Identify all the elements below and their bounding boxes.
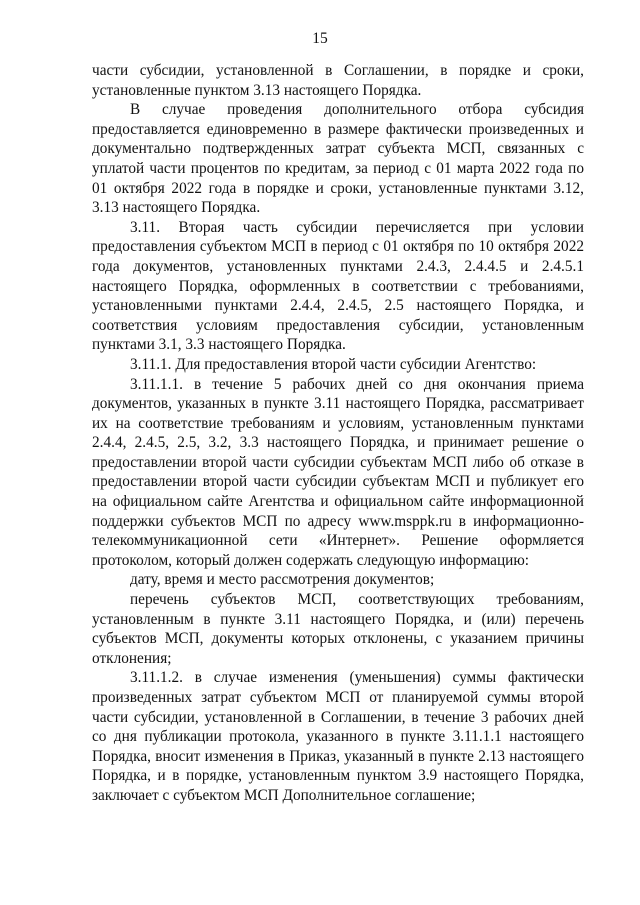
paragraph-3-11-1-2: 3.11.1.2. в случае изменения (уменьшения) суммы фактически произведенных затрат субъектом МСП от планируемой суммы второй части субсидии, установленной в Соглашении, в течение 3 рабочих дней со дня публикации протокола, указанного в пункте 3.11.1.1 настоящего Порядка, вносит изменения в Приказ, указанный в пункте 2.13 настоящего Порядка, и в порядке, установленным пунктом 3.9 настоящего Порядка, заключает с субъектом МСП Дополнительное соглашение; <box>92 669 584 804</box>
paragraph-continuation: части субсидии, установленной в Соглашении, в порядке и сроки, установленные пунктом 3.13 настоящего Порядка. <box>92 62 584 99</box>
paragraph-3-11: 3.11. Вторая часть субсидии перечисляется при условии предоставления субъектом МСП в период с 01 октября по 10 октября 2022 года документов, установленных пунктами 2.4.3, 2.4.4.5 и 2.4.5.1 настоящего Порядка, оформленных в соответствии с требованиями, установленными пунктами 2.4.4, 2.4.5, 2.5 настоящего Порядка, и соответствия условиям предоставления субсидии, установленным пунктами 3.1, 3.3 настоящего Порядка. <box>92 218 584 354</box>
paragraph-additional-selection: В случае проведения дополнительного отбора субсидия предоставляется единовременно в размере фактически произведенных и документально подтвержденных затрат субъекта МСП, связанных с уплатой части процентов по кредитам, за период с 01 марта 2022 года по 01 октября 2022 года в порядке и сроки, установленные пунктами 3.12, 3.13 настоящего Порядка. <box>92 101 584 217</box>
paragraph-protocol-list: перечень субъектов МСП, соответствующих требованиям, установленным в пункте 3.11 настоящего Порядка, и (или) перечень субъектов МСП, документы которых отклонены, с указанием причины отклонения; <box>92 591 584 667</box>
paragraph-3-11-1: 3.11.1. Для предоставления второй части субсидии Агентство: <box>130 355 537 373</box>
document-body <box>92 61 584 806</box>
paragraph-3-11-1-1: 3.11.1.1. в течение 5 рабочих дней со дня окончания приема документов, указанных в пункте 3.11 настоящего Порядка, рассматривает их на соответствие требованиям и условиям, установленным пунктами 2.4.4, 2.4.5, 2.5, 3.2, 3.3 настоящего Порядка, и принимает решение о предоставлении второй части субсидии субъектам МСП либо об отказе в предоставлении второй части субсидии субъектам МСП и публикует его на официальном сайте Агентства и официальном сайте информационной поддержки субъектов МСП по адресу www.msppk.ru в информационно-телекоммуникационной сети «Интернет». Решение оформляется протоколом, который должен содержать следующую информацию: <box>92 375 584 569</box>
paragraph-protocol-date: дату, время и место рассмотрения документов; <box>130 571 435 589</box>
page-number: 15 <box>312 30 328 47</box>
